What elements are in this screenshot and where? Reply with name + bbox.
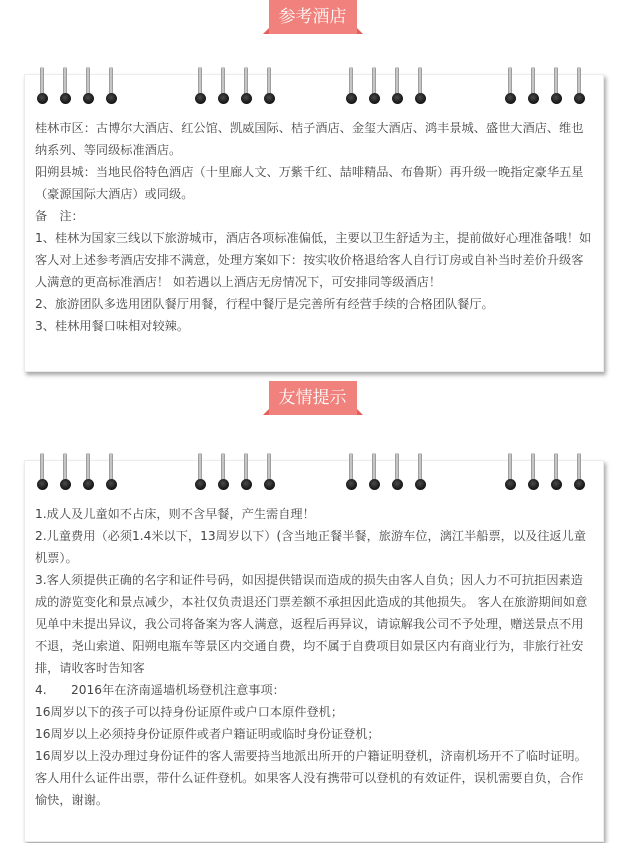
tip-4: 4. 2016年在济南遥墙机场登机注意事项： bbox=[35, 683, 285, 697]
ring-icon bbox=[415, 67, 425, 111]
hotel-line-guilin: 桂林市区：古博尔大酒店、红公馆、凯威国际、桔子酒店、金玺大酒店、鸿丰景城、盛世大酒店、维也纳系列、等同级标准酒店。 bbox=[35, 121, 584, 157]
friendly-tips-card bbox=[24, 460, 604, 842]
tip-2: 2.儿童费用（必须1.4米以下，13周岁以下）(含当地正餐半餐，旅游车位，漓江半船票，以及往返儿童机票）。 bbox=[35, 529, 586, 565]
ring-icon bbox=[218, 67, 228, 111]
ring-icon bbox=[392, 453, 402, 497]
remark-3: 3、桂林用餐口味相对较辣。 bbox=[35, 319, 190, 333]
tip-4-item-3: 16周岁以上没办理过身份证件的客人需要持当地派出所开的户籍证明登机，济南机场开不了临时证明。 bbox=[35, 749, 587, 763]
reference-hotels-text bbox=[25, 117, 603, 337]
ring-icon bbox=[392, 67, 402, 111]
ring-icon bbox=[241, 453, 251, 497]
ring-icon bbox=[528, 67, 538, 111]
remark-2: 2、旅游团队多选用团队餐厅用餐，行程中餐厅是完善所有经营手续的合格团队餐厅。 bbox=[35, 297, 494, 311]
ring-icon bbox=[37, 453, 47, 497]
tip-3: 3.客人须提供正确的名字和证件号码，如因提供错误而造成的损失由客人自负；因人力不可抗拒因素造成的游览变化和景点减少，本社仅负责退还门票差额不承担因此造成的其他损失。 客人在旅游期间如意见单中未提出异议，我公司将备案为客人满意，返程后再异议，请谅解我公司不予处理，赠送景点不用不退，尧山索道、阳朔电瓶车等景区内交通自费，均不属于自费项目如景区内有商业行为，非旅行社安排，请收客时告知客 bbox=[35, 573, 588, 675]
section-title-reference-hotels: 参考酒店 bbox=[269, 0, 357, 34]
ring-icon bbox=[83, 67, 93, 111]
ring-icon bbox=[241, 67, 251, 111]
ring-icon bbox=[106, 453, 116, 497]
ring-icon bbox=[528, 453, 538, 497]
ring-icon bbox=[60, 67, 70, 111]
ring-icon bbox=[505, 67, 515, 111]
ring-icon bbox=[83, 453, 93, 497]
ring-icon bbox=[574, 453, 584, 497]
ring-icon bbox=[415, 453, 425, 497]
ring-icon bbox=[369, 67, 379, 111]
ring-icon bbox=[346, 453, 356, 497]
ring-icon bbox=[264, 453, 274, 497]
ring-icon bbox=[346, 67, 356, 111]
ring-icon bbox=[264, 67, 274, 111]
ring-icon bbox=[195, 67, 205, 111]
ring-icon bbox=[505, 453, 515, 497]
ring-icon bbox=[60, 453, 70, 497]
tip-4-item-1: 16周岁以下的孩子可以持身份证原件或户口本原件登机； bbox=[35, 705, 344, 719]
tip-1: 1.成人及儿童如不占床，则不含早餐，产生需自理！ bbox=[35, 507, 315, 521]
ring-icon bbox=[218, 453, 228, 497]
tip-4-item-2: 16周岁以上必须持身份证原件或者户籍证明或临时身份证登机； bbox=[35, 727, 380, 741]
ring-icon bbox=[551, 453, 561, 497]
ring-icon bbox=[106, 67, 116, 111]
section-title-friendly-tips: 友情提示 bbox=[269, 381, 357, 415]
ring-icon bbox=[195, 453, 205, 497]
ring-icon bbox=[369, 453, 379, 497]
ring-icon bbox=[574, 67, 584, 111]
remark-1: 1、桂林为国家三线以下旅游城市，酒店各项标准偏低，主要以卫生舒适为主，提前做好心理准备哦！如客人对上述参考酒店安排不满意，处理方案如下：按实收价格退给客人自行订房或自补当时差价升级客人满意的更高标准酒店！ 如若遇以上酒店无房情况下，可安排同等级酒店！ bbox=[35, 231, 592, 289]
notebook-rings bbox=[25, 75, 603, 117]
remarks-label: 备 注： bbox=[35, 209, 84, 223]
friendly-tips-text bbox=[25, 503, 603, 811]
reference-hotels-card bbox=[24, 74, 604, 372]
tip-4-item-4: 客人用什么证件出票，带什么证件登机。如果客人没有携带可以登机的有效证件，误机需要自负，合作愉快，谢谢。 bbox=[35, 771, 584, 807]
ring-icon bbox=[37, 67, 47, 111]
ring-icon bbox=[551, 67, 561, 111]
hotel-line-yangshuo: 阳朔县城：当地民俗特色酒店（十里廊人文、万紫千红、喆啡精品、布鲁斯）再升级一晚指定豪华五星（豪源国际大酒店）或同级。 bbox=[35, 165, 584, 201]
notebook-rings bbox=[25, 461, 603, 503]
